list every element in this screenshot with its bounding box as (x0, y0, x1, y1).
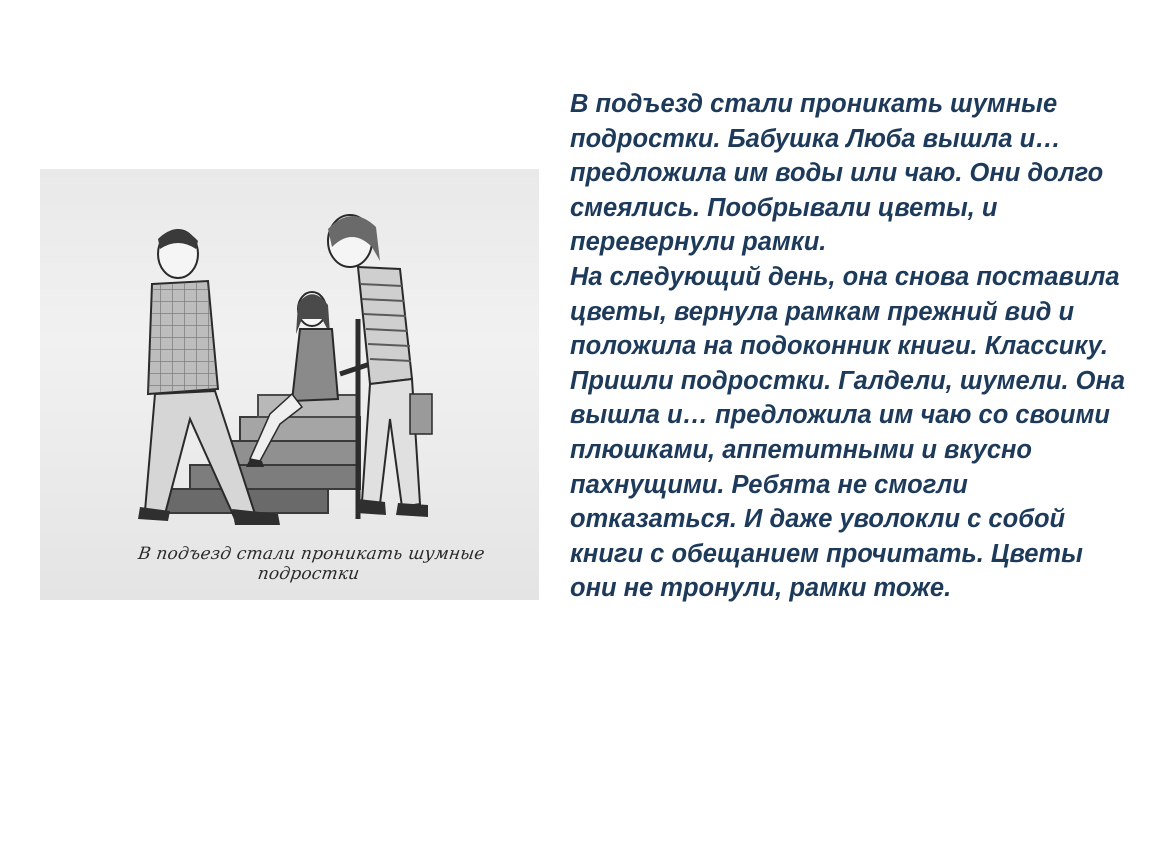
teenagers-on-stairs-illustration (40, 169, 539, 600)
story-text (570, 87, 1130, 606)
illustration-caption: В подъезд стали проникать шумные подростки (136, 544, 487, 584)
stairs-drawing (40, 169, 539, 600)
story-paragraph-2: На следующий день, она снова поставила цветы, вернула рамкам прежний вид и положила на подоконник книги. Классику. Пришли подростки. Галдели, шумели. Она вышла и… предложила им чаю со своими плюшками, аппетитными и вкусно пахнущими. Ребята не смогли отказаться. И даже уволокли с собой книги с обещанием прочитать. Цветы они не тронули, рамки тоже. (570, 262, 1126, 603)
story-paragraph-1: В подъезд стали проникать шумные подростки. Бабушка Люба вышла и… предложила им воды или чаю. Они долго смеялись. Пообрывали цветы, и перевернули рамки. (570, 90, 1104, 257)
